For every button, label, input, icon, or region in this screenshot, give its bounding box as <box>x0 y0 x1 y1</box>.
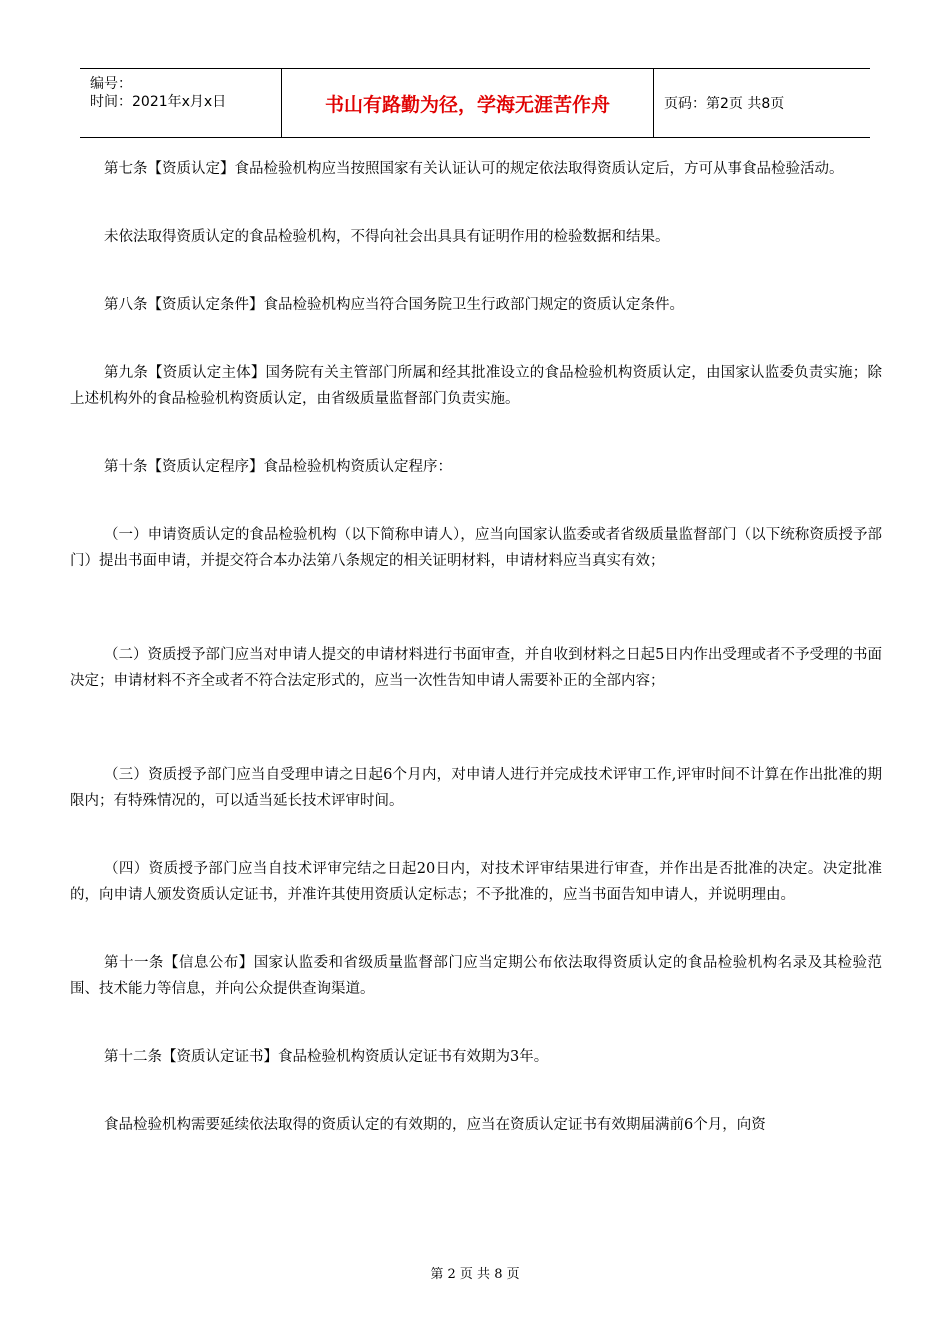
paragraph-article-10: 第十条【资质认定程序】食品检验机构资质认定程序： <box>104 459 452 475</box>
paragraph-article-11: 第十一条【信息公布】国家认监委和省级质量监督部门应当定期公布依法取得资质认定的食品检验机构名录及其检验范围、技术能力等信息，并向公众提供查询渠道。 <box>70 955 882 997</box>
header-meta <box>80 69 282 137</box>
page-header <box>80 68 870 138</box>
paragraph-item-4: （四）资质授予部门应当自技术评审完结之日起20日内，对技术评审结果进行审查，并作出是否批准的决定。决定批准的，向申请人颁发资质认定证书，并准许其使用资质认定标志；不予批准的，应当书面告知申请人，并说明理由。 <box>70 861 882 903</box>
paragraph-article-9: 第九条【资质认定主体】国务院有关主管部门所属和经其批准设立的食品检验机构资质认定，由国家认监委负责实施；除上述机构外的食品检验机构资质认定，由省级质量监督部门负责实施。 <box>70 365 882 407</box>
paragraph-article-7-cont: 未依法取得资质认定的食品检验机构，不得向社会出具具有证明作用的检验数据和结果。 <box>104 229 670 245</box>
paragraph-item-3: （三）资质授予部门应当自受理申请之日起6个月内，对申请人进行并完成技术评审工作,评审时间不计算在作出批准的期限内；有特殊情况的，可以适当延长技术评审时间。 <box>70 767 882 809</box>
paragraph-article-7: 第七条【资质认定】食品检验机构应当按照国家有关认证认可的规定依法取得资质认定后，方可从事食品检验活动。 <box>104 161 844 177</box>
paragraph-article-12-cont: 食品检验机构需要延续依法取得的资质认定的有效期的，应当在资质认定证书有效期届满前6个月，向资 <box>104 1117 766 1133</box>
paragraph-item-2: （二）资质授予部门应当对申请人提交的申请材料进行书面审查，并自收到材料之日起5日内作出受理或者不予受理的书面决定；申请材料不齐全或者不符合法定形式的，应当一次性告知申请人需要补正的全部内容； <box>70 647 882 689</box>
document-body <box>70 156 882 1138</box>
header-page-info: 页码：第2页 共8页 <box>664 96 785 112</box>
paragraph-article-12: 第十二条【资质认定证书】食品检验机构资质认定证书有效期为3年。 <box>104 1049 549 1065</box>
page-footer: 第 2 页 共 8 页 <box>430 1267 520 1282</box>
paragraph-article-8: 第八条【资质认定条件】食品检验机构应当符合国务院卫生行政部门规定的资质认定条件。 <box>104 297 684 313</box>
document-date: 时间：2021年x月x日 <box>90 94 227 110</box>
document-number: 编号： <box>90 76 132 92</box>
header-motto: 书山有路勤为径，学海无涯苦作舟 <box>282 69 654 137</box>
paragraph-item-1: （一）申请资质认定的食品检验机构（以下简称申请人），应当向国家认监委或者省级质量监督部门（以下统称资质授予部门）提出书面申请，并提交符合本办法第八条规定的相关证明材料，申请材料应当真实有效； <box>70 527 882 569</box>
